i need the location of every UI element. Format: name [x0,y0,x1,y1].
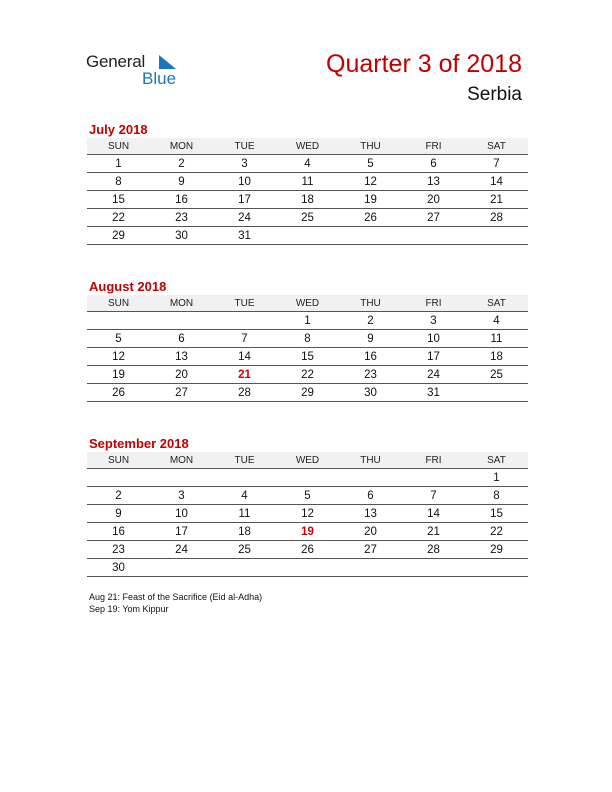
brand-logo [86,52,186,92]
weekday-header-row [87,138,528,155]
day-cell: 22 [87,209,150,227]
day-cell: 9 [150,173,213,191]
day-cell [213,312,276,330]
weekday-label: SAT [465,295,528,312]
day-cell [339,469,402,487]
weekday-label: TUE [213,138,276,155]
day-cell: 24 [213,209,276,227]
day-cell: 22 [276,366,339,384]
day-cell: 30 [87,559,150,577]
day-cell: 8 [465,487,528,505]
day-cell: 29 [465,541,528,559]
day-cell: 21 [402,523,465,541]
day-cell: 5 [276,487,339,505]
day-cell: 23 [150,209,213,227]
day-cell: 3 [213,155,276,173]
weekday-label: THU [339,138,402,155]
day-cell: 17 [402,348,465,366]
day-cell: 28 [465,209,528,227]
day-cell [465,384,528,402]
day-cell [276,469,339,487]
day-cell: 23 [339,366,402,384]
day-cell: 15 [276,348,339,366]
day-cell: 26 [87,384,150,402]
weekday-label: TUE [213,295,276,312]
day-cell [150,312,213,330]
week-row [87,523,528,541]
day-cell: 18 [465,348,528,366]
day-cell [87,312,150,330]
week-row [87,330,528,348]
day-cell [150,559,213,577]
week-row [87,541,528,559]
month-calendar [87,121,528,245]
day-cell: 16 [87,523,150,541]
week-row [87,227,528,245]
day-cell: 4 [465,312,528,330]
day-cell: 16 [150,191,213,209]
day-cell: 29 [276,384,339,402]
day-cell: 23 [87,541,150,559]
week-row [87,469,528,487]
day-cell: 24 [150,541,213,559]
day-cell: 10 [150,505,213,523]
day-cell [276,227,339,245]
day-cell: 1 [276,312,339,330]
day-cell: 6 [150,330,213,348]
month-grid [87,452,528,577]
weekday-header-row [87,452,528,469]
day-cell: 19 [87,366,150,384]
day-cell: 16 [339,348,402,366]
day-cell: 13 [339,505,402,523]
day-cell: 27 [339,541,402,559]
day-cell: 17 [150,523,213,541]
day-cell: 10 [402,330,465,348]
day-cell: 11 [276,173,339,191]
day-cell: 31 [402,384,465,402]
day-cell: 24 [402,366,465,384]
day-cell: 27 [150,384,213,402]
day-cell: 9 [339,330,402,348]
day-cell: 20 [402,191,465,209]
day-cell: 8 [276,330,339,348]
month-grid [87,295,528,402]
weekday-label: THU [339,452,402,469]
week-row [87,191,528,209]
day-cell: 18 [276,191,339,209]
week-row [87,366,528,384]
brand-blue-text: Blue [142,69,177,88]
weekday-label: MON [150,452,213,469]
day-cell: 30 [339,384,402,402]
week-row [87,312,528,330]
week-row [87,505,528,523]
week-row [87,348,528,366]
day-cell: 2 [150,155,213,173]
day-cell: 4 [213,487,276,505]
weekday-label: SUN [87,138,150,155]
month-calendar [87,435,528,577]
day-cell: 21 [465,191,528,209]
day-cell: 25 [465,366,528,384]
day-cell: 20 [150,366,213,384]
day-cell: 29 [87,227,150,245]
day-cell: 4 [276,155,339,173]
weekday-label: SUN [87,452,150,469]
month-calendar [87,278,528,402]
day-cell: 7 [402,487,465,505]
day-cell [339,559,402,577]
day-cell: 1 [87,155,150,173]
day-cell: 6 [402,155,465,173]
day-cell: 13 [150,348,213,366]
month-name: August 2018 [89,279,167,294]
weekday-label: WED [276,295,339,312]
holiday-note: Aug 21: Feast of the Sacrifice (Eid al-Adha) [89,592,263,602]
day-cell: 12 [276,505,339,523]
day-cell: 26 [339,209,402,227]
day-cell: 9 [87,505,150,523]
day-cell: 7 [213,330,276,348]
week-row [87,209,528,227]
day-cell [150,469,213,487]
week-row [87,155,528,173]
day-cell: 30 [150,227,213,245]
day-cell: 5 [87,330,150,348]
day-cell [339,227,402,245]
weekday-label: MON [150,138,213,155]
weekday-label: WED [276,138,339,155]
day-cell: 8 [87,173,150,191]
weekday-label: FRI [402,452,465,469]
weekday-label: SAT [465,138,528,155]
day-cell [402,227,465,245]
day-cell [213,469,276,487]
day-cell: 10 [213,173,276,191]
day-cell: 14 [213,348,276,366]
day-cell [465,559,528,577]
day-cell: 11 [465,330,528,348]
holiday-notes [89,591,262,615]
month-name: September 2018 [89,436,189,451]
day-cell: 6 [339,487,402,505]
day-cell: 25 [276,209,339,227]
day-cell [465,227,528,245]
day-cell [87,469,150,487]
day-cell: 7 [465,155,528,173]
day-cell: 15 [465,505,528,523]
day-cell: 25 [213,541,276,559]
brand-general-text: General [86,52,146,71]
day-cell: 3 [402,312,465,330]
month-grid [87,138,528,245]
day-cell: 17 [213,191,276,209]
day-cell: 5 [339,155,402,173]
day-cell: 27 [402,209,465,227]
weekday-label: WED [276,452,339,469]
day-cell: 19 [339,191,402,209]
country-name: Serbia [467,84,522,105]
weekday-label: TUE [213,452,276,469]
day-cell: 2 [339,312,402,330]
weekday-label: MON [150,295,213,312]
day-cell: 3 [150,487,213,505]
day-cell [402,559,465,577]
day-cell: 2 [87,487,150,505]
day-cell: 13 [402,173,465,191]
weekday-label: FRI [402,138,465,155]
day-cell: 31 [213,227,276,245]
day-cell: 18 [213,523,276,541]
brand-triangle-icon [159,55,176,69]
weekday-label: SUN [87,295,150,312]
day-cell: 22 [465,523,528,541]
week-row [87,559,528,577]
day-cell: 14 [465,173,528,191]
day-cell: 21 [213,366,276,384]
weekday-label: FRI [402,295,465,312]
day-cell: 14 [402,505,465,523]
weekday-label: SAT [465,452,528,469]
day-cell: 20 [339,523,402,541]
day-cell: 28 [213,384,276,402]
day-cell: 12 [339,173,402,191]
month-name: July 2018 [89,122,148,137]
day-cell: 26 [276,541,339,559]
day-cell [213,559,276,577]
day-cell: 19 [276,523,339,541]
week-row [87,487,528,505]
weekday-header-row [87,295,528,312]
day-cell: 11 [213,505,276,523]
day-cell [276,559,339,577]
week-row [87,173,528,191]
holiday-note: Sep 19: Yom Kippur [89,604,169,614]
page-title: Quarter 3 of 2018 [326,50,522,78]
day-cell: 12 [87,348,150,366]
day-cell: 15 [87,191,150,209]
week-row [87,384,528,402]
day-cell: 1 [465,469,528,487]
day-cell [402,469,465,487]
day-cell: 28 [402,541,465,559]
weekday-label: THU [339,295,402,312]
